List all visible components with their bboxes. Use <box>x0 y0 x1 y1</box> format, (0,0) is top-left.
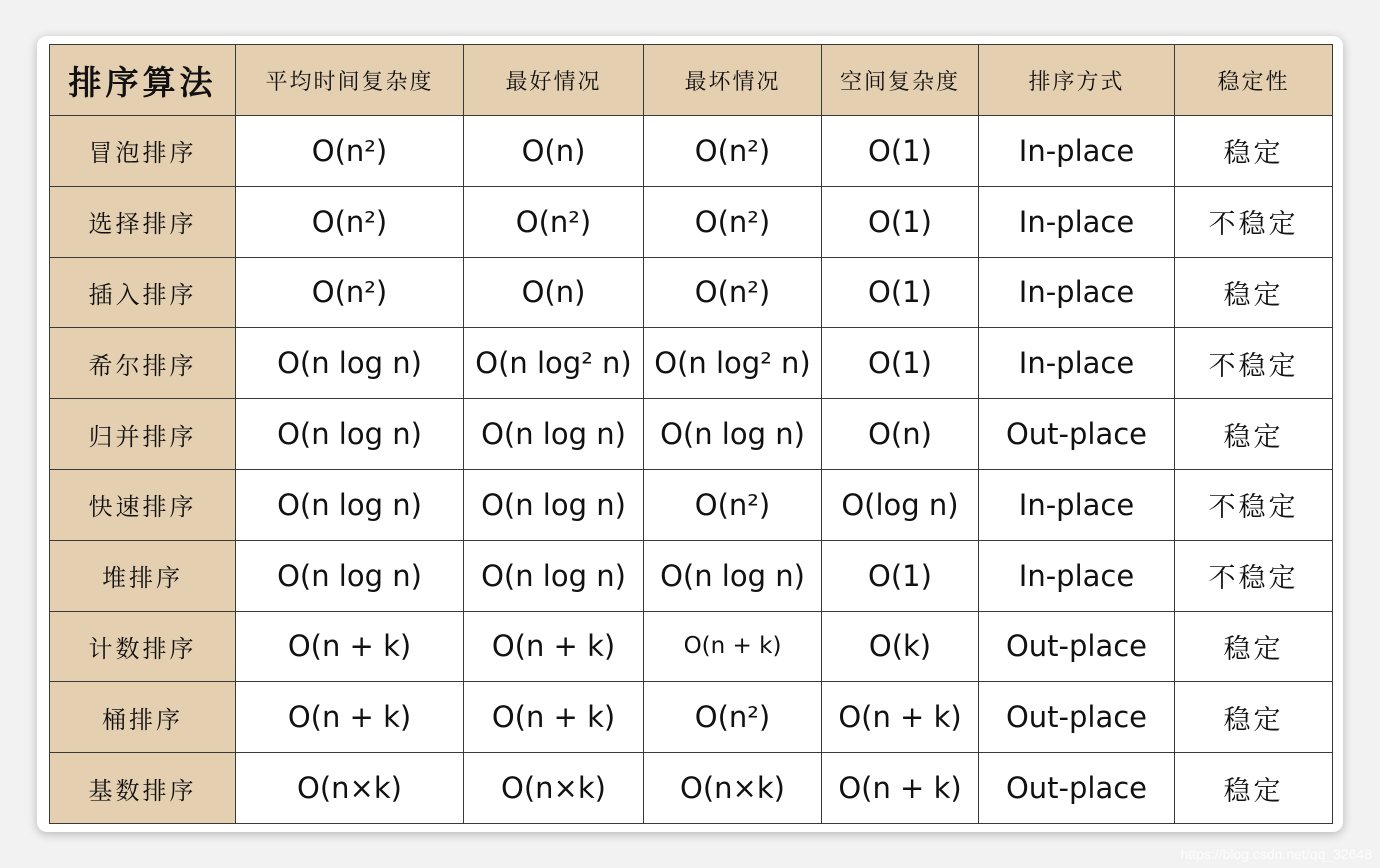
worst-case-cell: O(n log n) <box>644 399 822 470</box>
space-cell: O(1) <box>822 328 979 399</box>
worst-case-cell: O(n log n) <box>644 540 822 611</box>
stability-cell: 不稳定 <box>1175 328 1333 399</box>
header-row <box>50 45 1333 116</box>
method-cell: In-place <box>979 540 1175 611</box>
stability-cell: 不稳定 <box>1175 186 1333 257</box>
header-best-case: 最好情况 <box>464 45 644 116</box>
method-cell: In-place <box>979 328 1175 399</box>
watermark: https://blog.csdn.net/qq_32648 <box>1180 846 1372 862</box>
method-cell: In-place <box>979 257 1175 328</box>
algorithm-name: 冒泡排序 <box>50 116 236 187</box>
best-case-cell: O(n log n) <box>464 540 644 611</box>
average-time-cell: O(n²) <box>236 257 464 328</box>
average-time-cell: O(n log n) <box>236 540 464 611</box>
space-cell: O(n + k) <box>822 682 979 753</box>
space-cell: O(n + k) <box>822 753 979 824</box>
worst-case-cell: O(n²) <box>644 469 822 540</box>
algorithm-name: 基数排序 <box>50 753 236 824</box>
space-cell: O(1) <box>822 116 979 187</box>
average-time-cell: O(n log n) <box>236 328 464 399</box>
worst-case-cell: O(n²) <box>644 257 822 328</box>
table-card <box>37 36 1343 832</box>
table-row <box>50 753 1333 824</box>
best-case-cell: O(n×k) <box>464 753 644 824</box>
best-case-cell: O(n²) <box>464 186 644 257</box>
stability-cell: 稳定 <box>1175 399 1333 470</box>
algorithm-name: 插入排序 <box>50 257 236 328</box>
average-time-cell: O(n×k) <box>236 753 464 824</box>
space-cell: O(1) <box>822 540 979 611</box>
sorting-complexity-table <box>49 44 1333 824</box>
average-time-cell: O(n²) <box>236 186 464 257</box>
algorithm-name: 选择排序 <box>50 186 236 257</box>
method-cell: Out-place <box>979 753 1175 824</box>
header-algorithm: 排序算法 <box>50 45 236 116</box>
header-average-time: 平均时间复杂度 <box>236 45 464 116</box>
table-row <box>50 328 1333 399</box>
method-cell: In-place <box>979 116 1175 187</box>
worst-case-cell: O(n×k) <box>644 753 822 824</box>
table-row <box>50 257 1333 328</box>
best-case-cell: O(n) <box>464 116 644 187</box>
table-row <box>50 682 1333 753</box>
worst-case-cell: O(n²) <box>644 682 822 753</box>
table-row <box>50 540 1333 611</box>
best-case-cell: O(n) <box>464 257 644 328</box>
worst-case-cell: O(n²) <box>644 186 822 257</box>
table-row <box>50 186 1333 257</box>
algorithm-name: 桶排序 <box>50 682 236 753</box>
average-time-cell: O(n²) <box>236 116 464 187</box>
algorithm-name: 归并排序 <box>50 399 236 470</box>
method-cell: In-place <box>979 469 1175 540</box>
best-case-cell: O(n + k) <box>464 611 644 682</box>
best-case-cell: O(n log² n) <box>464 328 644 399</box>
algorithm-name: 堆排序 <box>50 540 236 611</box>
best-case-cell: O(n log n) <box>464 399 644 470</box>
space-cell: O(1) <box>822 257 979 328</box>
worst-case-cell: O(n + k) <box>644 611 822 682</box>
method-cell: In-place <box>979 186 1175 257</box>
stability-cell: 稳定 <box>1175 753 1333 824</box>
algorithm-name: 快速排序 <box>50 469 236 540</box>
method-cell: Out-place <box>979 399 1175 470</box>
table-row <box>50 116 1333 187</box>
header-method: 排序方式 <box>979 45 1175 116</box>
algorithm-name: 希尔排序 <box>50 328 236 399</box>
table-row <box>50 399 1333 470</box>
average-time-cell: O(n log n) <box>236 469 464 540</box>
worst-case-cell: O(n log² n) <box>644 328 822 399</box>
method-cell: Out-place <box>979 611 1175 682</box>
space-cell: O(1) <box>822 186 979 257</box>
space-cell: O(log n) <box>822 469 979 540</box>
stability-cell: 不稳定 <box>1175 540 1333 611</box>
best-case-cell: O(n log n) <box>464 469 644 540</box>
stability-cell: 稳定 <box>1175 611 1333 682</box>
stability-cell: 稳定 <box>1175 682 1333 753</box>
stability-cell: 稳定 <box>1175 257 1333 328</box>
table-row <box>50 611 1333 682</box>
space-cell: O(n) <box>822 399 979 470</box>
average-time-cell: O(n log n) <box>236 399 464 470</box>
worst-case-cell: O(n²) <box>644 116 822 187</box>
space-cell: O(k) <box>822 611 979 682</box>
algorithm-name: 计数排序 <box>50 611 236 682</box>
method-cell: Out-place <box>979 682 1175 753</box>
average-time-cell: O(n + k) <box>236 682 464 753</box>
best-case-cell: O(n + k) <box>464 682 644 753</box>
average-time-cell: O(n + k) <box>236 611 464 682</box>
table-row <box>50 469 1333 540</box>
stability-cell: 不稳定 <box>1175 469 1333 540</box>
stability-cell: 稳定 <box>1175 116 1333 187</box>
header-space: 空间复杂度 <box>822 45 979 116</box>
header-stability: 稳定性 <box>1175 45 1333 116</box>
header-worst-case: 最坏情况 <box>644 45 822 116</box>
